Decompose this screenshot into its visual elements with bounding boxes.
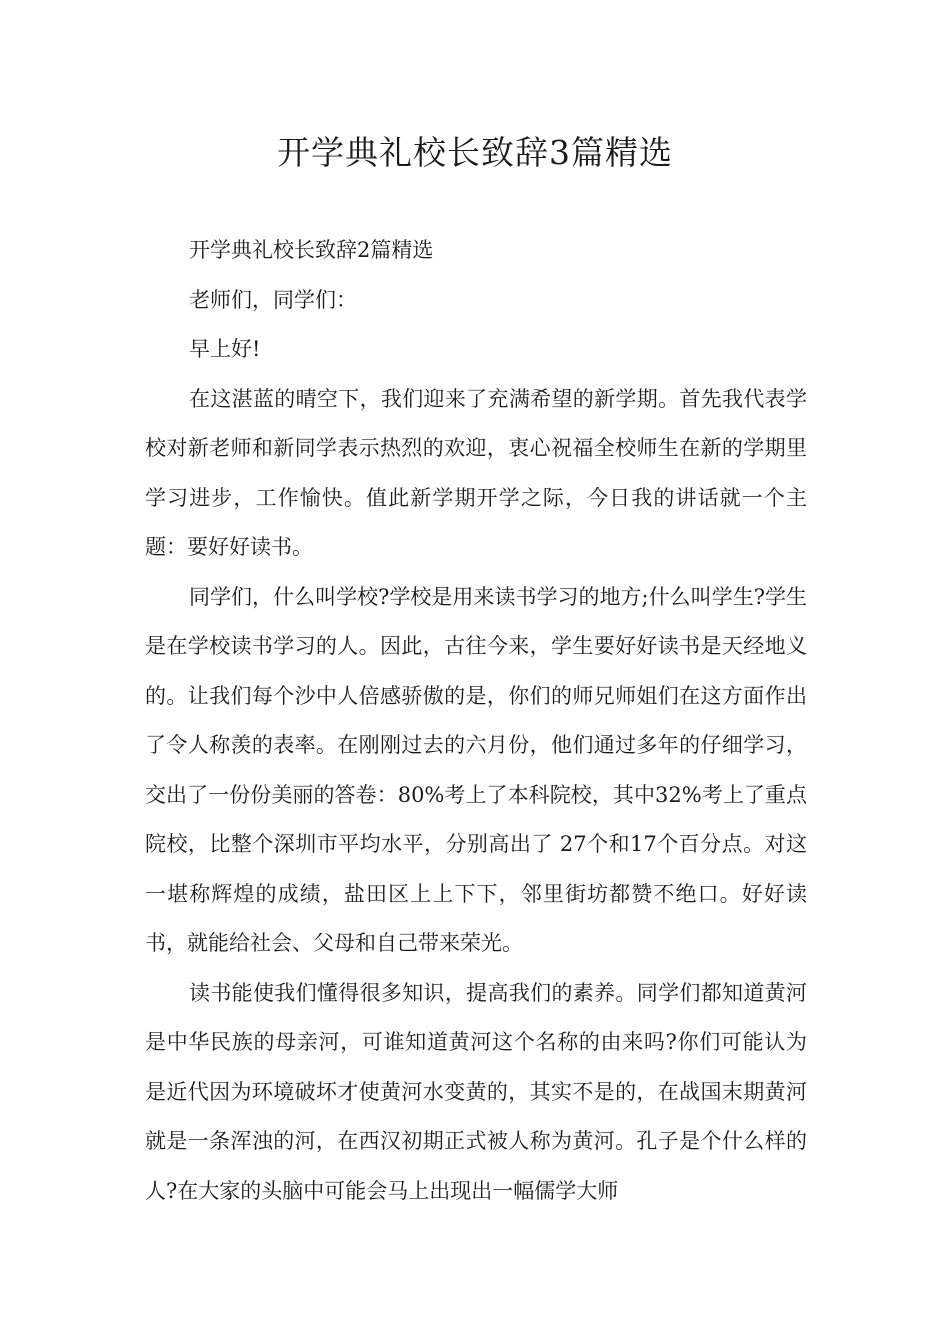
paragraph-subtitle: 开学典礼校长致辞2篇精选 xyxy=(189,238,434,262)
document-title: 开学典礼校长致辞3篇精选 xyxy=(277,133,673,172)
document-body xyxy=(145,226,807,1216)
paragraph-greeting: 早上好! xyxy=(189,337,261,361)
paragraph-salutation: 老师们，同学们： xyxy=(189,287,357,312)
paragraph-body-3: 读书能使我们懂得很多知识，提高我们的素养。同学们都知道黄河是中华民族的母亲河，可谁知道黄河这个名称的由来吗?你们可能认为是近代因为环境破坏才使黄河水变黄的，其实不是的，在战国末期黄河就是一条浑浊的河，在西汉初期正式被人称为黄河。孔子是个什么样的人?在大家的头脑中可能会马上出现出一幅儒学大师 xyxy=(145,980,807,1203)
paragraph-body-1: 在这湛蓝的晴空下，我们迎来了充满希望的新学期。首先我代表学校对新老师和新同学表示热烈的欢迎，衷心祝福全校师生在新的学期里学习进步，工作愉快。值此新学期开学之际，今日我的讲话就一个主题：要好好读书。 xyxy=(145,386,807,559)
paragraph-body-2: 同学们，什么叫学校?学校是用来读书学习的地方;什么叫学生?学生是在学校读书学习的人。因此，古往今来，学生要好好读书是天经地义的。让我们每个沙中人倍感骄傲的是，你们的师兄师姐们在这方面作出了令人称羡的表率。在刚刚过去的六月份，他们通过多年的仔细学习，交出了一份份美丽的答卷：80%考上了本科院校，其中32%考上了重点院校，比整个深圳市平均水平，分别高出了 27个和17个百分点。对这一堪称辉煌的成绩，盐田区上上下下，邻里街坊都赞不绝口。好好读书，就能给社会、父母和自己带来荣光。 xyxy=(145,584,807,955)
